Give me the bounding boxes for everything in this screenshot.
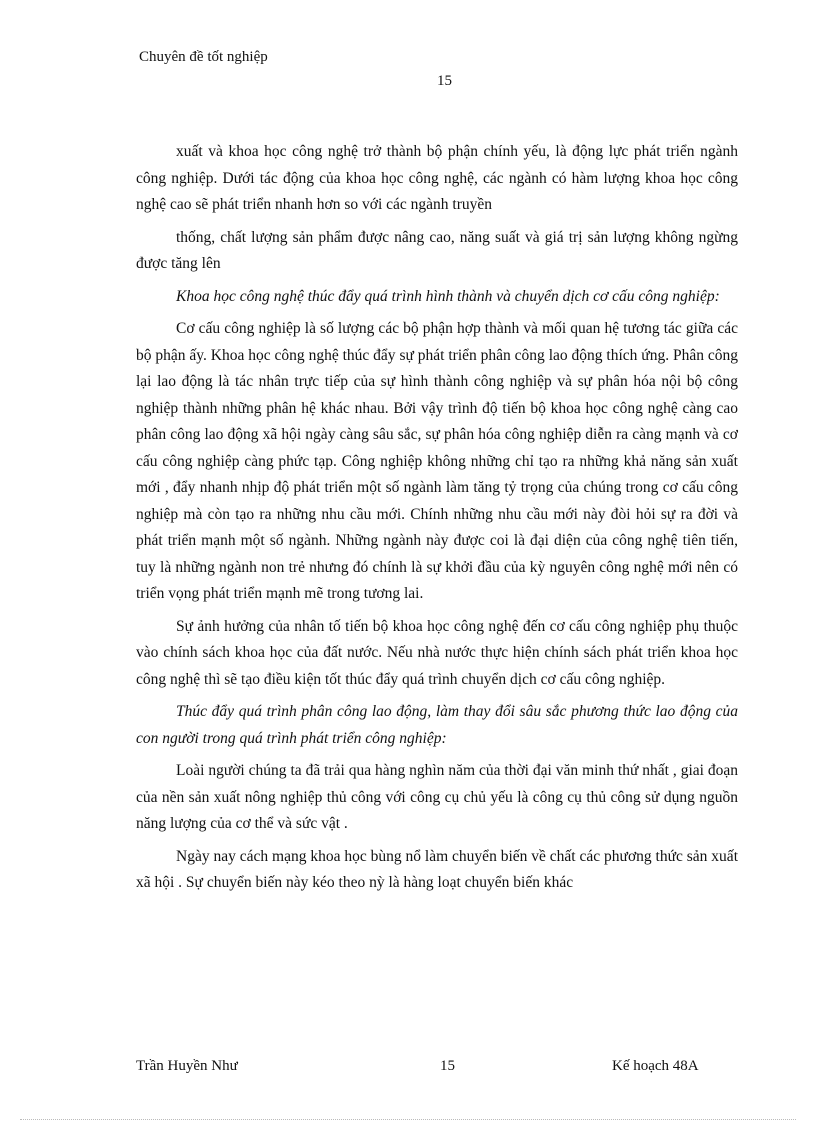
document-body [136,139,738,903]
header-page-number: 15 [437,73,452,89]
paragraph-policy: Sự ảnh hưởng của nhân tố tiến bộ khoa học công nghệ đến cơ cấu công nghiệp phụ thuộc vào chính sách khoa học của đất nước. Nếu nhà nước thực hiện chính sách phát triển khoa học công nghệ thì sẽ tạo điều kiện tốt thúc đẩy quá trình chuyển dịch cơ cấu công nghiệp. [136,617,738,688]
paragraph-continuation: xuất và khoa học công nghệ trở thành bộ phận chính yếu, là động lực phát triển ngành công nghiệp. Dưới tác động của khoa học công nghệ, các ngành có hàm lượng khoa học công nghệ cao sẽ phát triển nhanh hơn so với các ngành truyền [136,143,738,213]
header-title: Chuyên đề tốt nghiệp [139,49,268,65]
paragraph-history: Loài người chúng ta đã trải qua hàng nghìn năm của thời đại văn minh thứ nhất , giai đoạn của nền sản xuất nông nghiệp thủ công với công cụ chủ yếu là công cụ thủ công sử dụng nguồn năng lượng của cơ thể và sức vật . [136,762,738,832]
page-edge-divider [20,1119,796,1120]
paragraph-structure: Cơ cấu công nghiệp là số lượng các bộ phận hợp thành và mối quan hệ tương tác giữa các bộ phận ấy. Khoa học công nghệ thúc đẩy sự phát triển phân công lao động thích ứng. Phân công lại lao động là tác nhân trực tiếp của sự hình thành công nghiệp và sự phân hóa nội bộ công nghiệp thành những phân hệ khác nhau. Bởi vậy trình độ tiến bộ khoa học công nghệ càng cao phân công lao động xã hội ngày càng sâu sắc, sự phân hóa công nghiệp diễn ra càng mạnh và cơ cấu công nghiệp càng phức tạp. Công nghiệp không những chỉ tạo ra những khả năng sản xuất mới , đẩy nhanh nhịp độ phát triển một số ngành làm tăng tỷ trọng của chúng trong cơ cấu công nghiệp mà còn tạo ra những nhu cầu mới. Chính những nhu cầu mới này đòi hỏi sự ra đời và phát triển mạnh một số ngành. Những ngành này được coi là đại diện của công nghệ tiên tiến, tuy là những ngành non trẻ nhưng đó chính là sự khởi đầu của kỳ nguyên công nghệ mới nên có triển vọng phát triển mạnh mẽ trong tương lai. [136,320,738,602]
footer-page-number: 15 [440,1058,455,1074]
section-heading-1: Khoa học công nghệ thúc đẩy quá trình hình thành và chuyển dịch cơ cấu công nghiệp: [176,287,720,305]
footer-class: Kế hoạch 48A [612,1058,699,1074]
section-heading-2: Thúc đẩy quá trình phân công lao động, làm thay đổi sâu sắc phương thức lao động của con người trong quá trình phát triển công nghiệp: [136,703,738,747]
paragraph-continuation-2: thống, chất lượng sản phẩm được nâng cao, năng suất và giá trị sản lượng không ngừng được tăng lên [136,228,738,272]
paragraph-today: Ngày nay cách mạng khoa học bùng nổ làm chuyển biến về chất các phương thức sản xuất xã hội . Sự chuyển biến này kéo theo nỳ là hàng loạt chuyển biến khác [136,847,738,891]
footer-author: Trần Huyền Như [136,1058,238,1074]
